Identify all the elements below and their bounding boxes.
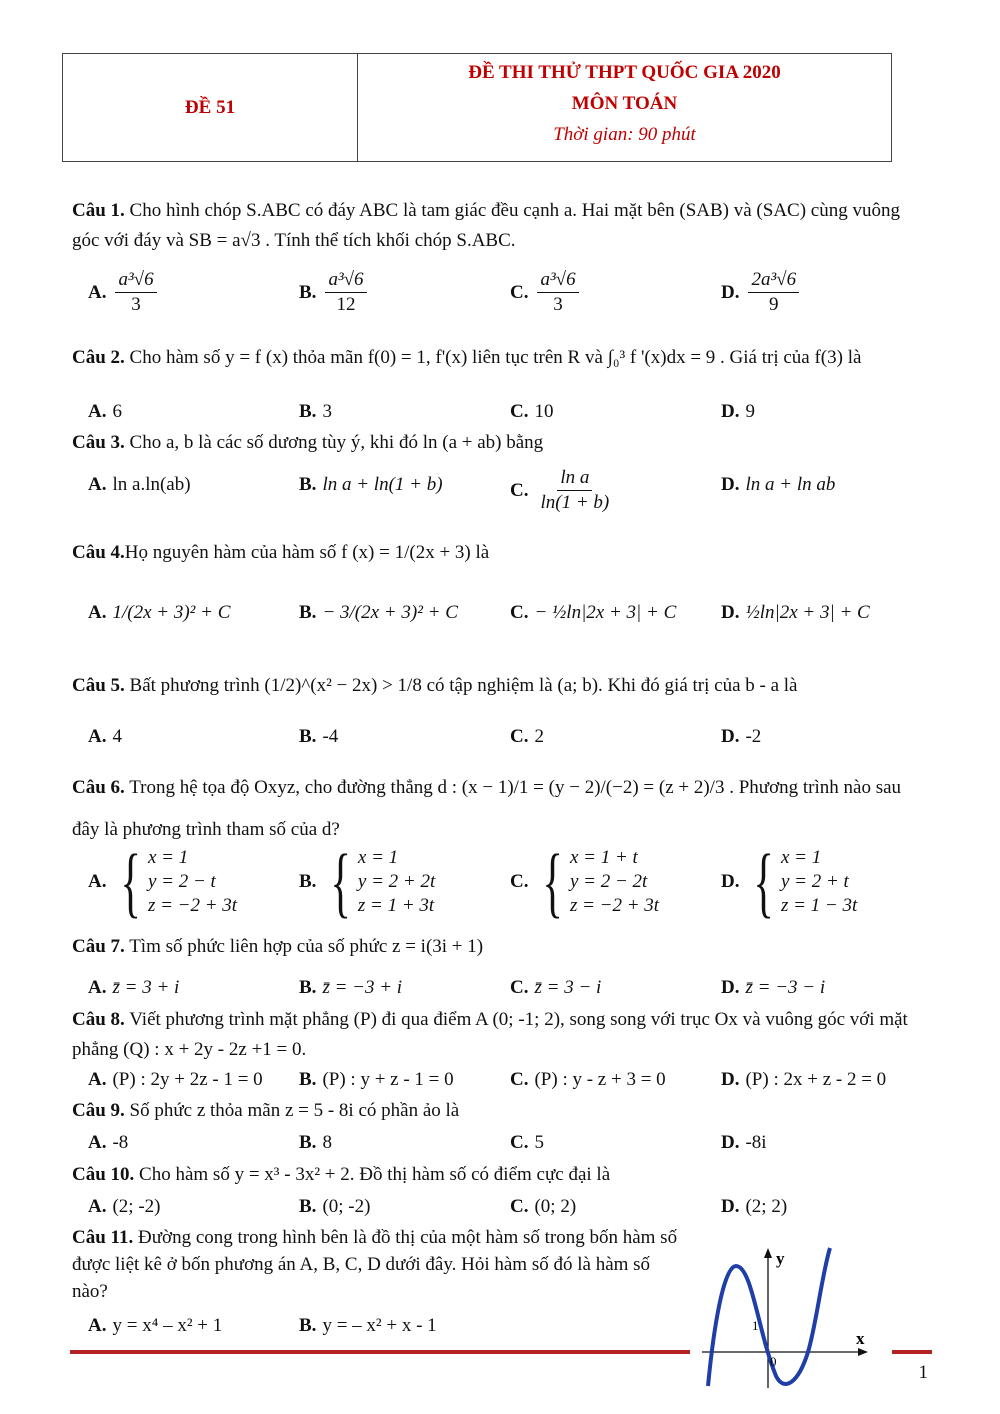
question-9: Câu 9. Số phức z thỏa mãn z = 5 - 8i có phần ảo là	[72, 1100, 460, 1121]
option-a[interactable]: A. y = x⁴ – x² + 1	[88, 1315, 223, 1336]
option-b[interactable]: B. { x = 1 y = 2 + 2t z = 1 + 3t	[299, 838, 436, 925]
page-number: 1	[918, 1362, 928, 1383]
exam-header	[62, 53, 892, 162]
option-d[interactable]: D. (P) : 2x + z - 2 = 0	[721, 1069, 887, 1090]
question-label: Câu 1.	[72, 200, 125, 221]
question-8: Câu 8. Viết phương trình mặt phẳng (P) đi qua điểm A (0; -1; 2), song song với trục Ox và vuông góc với mặt phẳng (Q) : x + 2y - 2z +1 = 0.	[72, 1009, 908, 1060]
footer-rule-left	[70, 1350, 690, 1354]
option-a[interactable]: A. { x = 1 y = 2 − t z = −2 + 3t	[88, 838, 238, 925]
option-c[interactable]: C. 2	[510, 726, 544, 747]
x-axis-label: x	[856, 1329, 865, 1348]
question-6: Câu 6. Trong hệ tọa độ Oxyz, cho đường thẳng d : (x − 1)/1 = (y − 2)/(−2) = (z + 2)/3 . Phương trình nào sau đây là phương trình tham số của d?	[72, 777, 902, 840]
tick-label-one: 1	[752, 1318, 759, 1333]
option-c[interactable]: C. $\frac{\text{ln a}}{\ln(1 + b)}$	[510, 467, 610, 513]
question-text: Cho hình chóp S.ABC có đáy ABC là tam giác đều cạnh a. Hai mặt bên (SAB) và (SAC) cùng vuông góc với đáy và SB = a√3 . Tính thể tích khối chóp S.ABC.	[72, 200, 900, 251]
option-c[interactable]: C. 10	[510, 401, 554, 422]
question-5: Câu 5. Bất phương trình (1/2)^(x² − 2x) > 1/8 có tập nghiệm là (a; b). Khi đó giá trị của b - a là	[72, 675, 798, 696]
option-c[interactable]: C. (0; 2)	[510, 1196, 577, 1217]
option-a[interactable]: A. ln a.ln(ab)	[88, 474, 191, 495]
option-c[interactable]: C. { x = 1 + t y = 2 − 2t z = −2 + 3t	[510, 838, 660, 925]
question-10: Câu 10. Cho hàm số y = x³ - 3x² + 2. Đồ thị hàm số có điểm cực đại là	[72, 1164, 611, 1185]
y-axis-label: y	[776, 1249, 785, 1268]
option-d[interactable]: D. (2; 2)	[721, 1196, 788, 1217]
option-b[interactable]: B. ln a + ln(1 + b)	[299, 474, 443, 495]
option-a[interactable]: A. $\frac{\text{a³√6}}{3}$	[88, 268, 160, 317]
option-d[interactable]: D. { x = 1 y = 2 + t z = 1 − 3t	[721, 838, 858, 925]
option-a[interactable]: A. -8	[88, 1132, 129, 1153]
option-d[interactable]: D. -8i	[721, 1132, 767, 1153]
option-d[interactable]: D. ln a + ln ab	[721, 474, 836, 495]
option-b[interactable]: B. -4	[299, 726, 339, 747]
option-c[interactable]: C. (P) : y - z + 3 = 0	[510, 1069, 666, 1090]
option-d[interactable]: D. z̄ = −3 − i	[721, 977, 826, 998]
exam-subject: MÔN TOÁN	[571, 93, 678, 114]
question-3: Câu 3. Cho a, b là các số dương tùy ý, khi đó ln (a + ab) bằng	[72, 432, 544, 453]
x-axis-arrow-icon	[858, 1348, 868, 1356]
footer-rule-right	[892, 1350, 932, 1354]
option-d[interactable]: D. ½ln|2x + 3| + C	[721, 602, 870, 623]
option-b[interactable]: B. − 3/(2x + 3)² + C	[299, 602, 458, 623]
option-a[interactable]: A. 1/(2x + 3)² + C	[88, 602, 231, 623]
option-d[interactable]: D. 9	[721, 401, 755, 422]
option-b[interactable]: B. 8	[299, 1132, 332, 1153]
origin-label: 0	[770, 1354, 777, 1369]
option-c[interactable]: C. $\frac{\text{a³√6}}{3}$	[510, 268, 582, 317]
option-c[interactable]: C. − ½ln|2x + 3| + C	[510, 602, 677, 623]
option-d[interactable]: D. -2	[721, 726, 762, 747]
exam-code: ĐỀ 51	[63, 54, 358, 161]
option-a[interactable]: A. z̄ = 3 + i	[88, 977, 180, 998]
option-c[interactable]: C. z̄ = 3 − i	[510, 977, 602, 998]
option-b[interactable]: B. y = – x² + x - 1	[299, 1315, 437, 1336]
question-11: Câu 11. Đường cong trong hình bên là đồ thị của một hàm số trong bốn hàm số được liệt kê ở bốn phương án A, B, C, D dưới đây. Hỏi hàm số đó là hàm số nào?	[72, 1227, 678, 1302]
option-b[interactable]: B. $\frac{\text{a³√6}}{12}$	[299, 268, 370, 317]
question-7: Câu 7. Tìm số phức liên hợp của số phức z = i(3i + 1)	[72, 936, 484, 957]
option-a[interactable]: A. 6	[88, 401, 122, 422]
graph-curve	[708, 1248, 830, 1386]
exam-title-block	[358, 54, 891, 161]
option-b[interactable]: B. (P) : y + z - 1 = 0	[299, 1069, 454, 1090]
question-4: Câu 4.Họ nguyên hàm của hàm số f (x) = 1/(2x + 3) là	[72, 542, 490, 563]
option-a[interactable]: A. 4	[88, 726, 122, 747]
option-a[interactable]: A. (2; -2)	[88, 1196, 161, 1217]
option-b[interactable]: B. 3	[299, 401, 332, 422]
y-axis-arrow-icon	[764, 1248, 772, 1258]
question-2: Câu 2. Cho hàm số y = f (x) thỏa mãn f(0) = 1, f'(x) liên tục trên R và ∫₀³ f '(x)dx = 9 . Giá trị của f(3) là	[72, 347, 862, 368]
option-c[interactable]: C. 5	[510, 1132, 544, 1153]
option-a[interactable]: A. (P) : 2y + 2z - 1 = 0	[88, 1069, 263, 1090]
exam-time: Thời gian: 90 phút	[553, 124, 696, 145]
option-d[interactable]: D. $\frac{\text{2a³√6}}{9}$	[721, 268, 802, 317]
option-b[interactable]: B. z̄ = −3 + i	[299, 977, 403, 998]
exam-title: ĐỀ THI THỬ THPT QUỐC GIA 2020	[468, 62, 781, 83]
question-1	[72, 196, 930, 256]
function-graph	[696, 1244, 876, 1390]
option-b[interactable]: B. (0; -2)	[299, 1196, 371, 1217]
